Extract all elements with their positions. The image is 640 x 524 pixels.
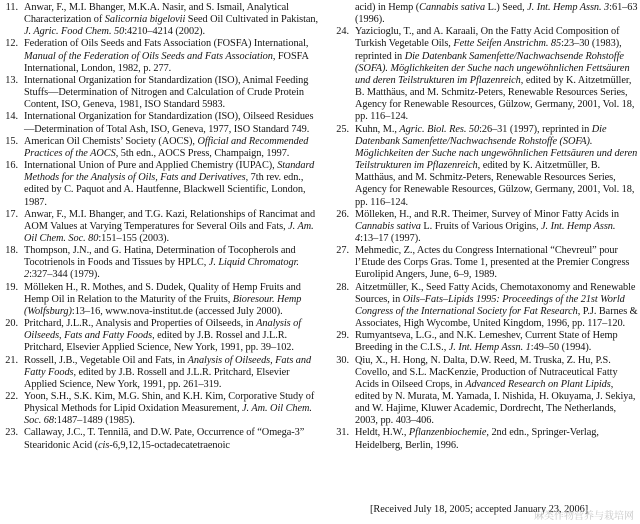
reference-number: 23. <box>5 427 18 439</box>
reference-number: 24. <box>336 26 349 38</box>
reference-italic-segment: Official and Recommended Practices of the AOCS <box>24 135 309 159</box>
reference-segment: :13–17 (1997). <box>360 232 421 244</box>
reference-number: 20. <box>5 318 18 330</box>
reference-segment: :4210–4214 (2002). <box>124 26 206 38</box>
reference-number: 31. <box>336 427 349 439</box>
reference-segment: , edited by J.B. Rossell and J.L.R. Pritchard, Elsevier Applied Science, New York, 1991, pp. 261–319. <box>24 366 290 390</box>
reference-item <box>331 330 638 354</box>
reference-item <box>331 282 638 331</box>
reference-segment: , 7th rev. edn., edited by C. Paquot and A. Hautfenne, Blackwell Scientific, London, 1987. <box>24 172 306 208</box>
reference-segment: American Oil Chemists’ Society (AOCS), <box>24 135 198 147</box>
reference-number: 26. <box>336 208 349 220</box>
reference-italic-segment: Advanced Research on Plant Lipids <box>465 378 611 390</box>
reference-italic-segment: Analysis of Oilseeds, Fats and Fatty Foods <box>24 354 312 378</box>
reference-segment: :49–50 (1994). <box>530 342 592 354</box>
reference-number: 22. <box>5 391 18 402</box>
references-column-left <box>0 2 320 452</box>
reference-number: 13. <box>5 74 18 86</box>
reference-italic-segment: J. Int. Hemp Assn. 3 <box>527 2 610 13</box>
reference-segment: Federation of Oils Seeds and Fats Association (FOSFA) International, <box>24 38 309 50</box>
reference-segment: Mölleken, H., and R.R. Theimer, Survey of Minor Fatty Acids in <box>355 208 619 220</box>
reference-italic-segment: cis <box>98 439 110 451</box>
reference-segment: Aitzetmüller, K., Seed Fatty Acids, Chemotaxonomy and Renewable Sources, in <box>355 281 636 305</box>
reference-item <box>0 111 320 135</box>
reference-text <box>355 282 638 331</box>
reference-item <box>0 2 320 38</box>
reference-segment: :151–155 (2003). <box>98 232 170 244</box>
reference-segment: Pritchard, J.L.R., Analysis and Properties of Oilseeds, in <box>24 318 257 330</box>
reference-segment: :327–344 (1979). <box>29 269 100 281</box>
reference-segment: Mölleken H., R. Mothes, and S. Dudek, Quality of Hemp Fruits and Hemp Oil in Relation to the Maturity of the Fruits, <box>24 281 301 305</box>
reference-segment: Callaway, J.C., T. Tennilä, and D.W. Pate, Occurrence of “Omega-3” Stearidonic Acid ( <box>24 427 305 451</box>
reference-item <box>0 391 320 427</box>
reference-segment: , 2nd edn., Springer-Verlag, Heidelberg, Berlin, 1996. <box>355 427 599 451</box>
reference-item <box>0 75 320 111</box>
reference-italic-segment: Cannabis sativa <box>419 2 486 13</box>
reference-text <box>24 111 320 135</box>
reference-text <box>24 160 320 209</box>
reference-text <box>24 75 320 111</box>
reference-italic-segment: J. Agric. Food Chem. 50 <box>24 26 125 38</box>
reference-text <box>355 209 638 245</box>
reference-italic-segment: J. Liquid Chromatogr. 2 <box>24 257 299 281</box>
reference-text <box>24 282 320 318</box>
reference-segment: , 5th edn., AOCS Press, Champaign, 1997. <box>115 147 290 159</box>
received-date-note: [Received July 18, 2005; accepted January 23, 2006] <box>370 504 589 515</box>
reference-segment: Heldt, H.W., <box>355 427 409 439</box>
reference-italic-segment: Oils–Fats–Lipids 1995: Proceedings of the 21st World Congress of the International Society for Fat Research <box>355 293 625 317</box>
reference-item <box>0 282 320 318</box>
reference-italic-segment: Salicornia bigelovii <box>104 14 186 26</box>
reference-text <box>24 427 320 451</box>
reference-segment: Mehmedic, Z., Actes du Congress International “Chevreul” pour l’Etude des Corps Gras. Tome 1, presented at the Premier Congress Eurolipid Angers, June, 6–9, 1989. <box>355 245 630 281</box>
reference-item <box>0 136 320 160</box>
reference-segment: , edited by K. Aitzetmüller, B. Matthäus, and M. Schmitz-Peters, Renewable Resources Series, Agency for Renewable Resources, Gülzow, Germany, 2001, Vol. 18, pp. 116–124. <box>355 160 635 208</box>
reference-item <box>0 318 320 354</box>
reference-text <box>355 2 638 26</box>
reference-segment: International Union of Pure and Applied Chemistry (IUPAC), <box>24 160 278 172</box>
reference-item <box>331 245 638 281</box>
watermark-text: 麻类作物营养与栽培网 <box>534 511 634 522</box>
reference-segment: Qiu, X., H. Hong, N. Dalta, D.W. Reed, M. Truska, Z. Hu, P.S. Covello, and S.L. MacKenzie, Production of Nutraceutical Fatty Acids in Oilseed Crops, in <box>355 354 618 390</box>
reference-item <box>331 209 638 245</box>
reference-text <box>355 245 638 281</box>
references-column-right <box>331 2 638 452</box>
reference-segment: Rossell, J.B., Vegetable Oil and Fats, in <box>24 354 188 366</box>
reference-number: 14. <box>5 111 18 123</box>
reference-number: 18. <box>5 245 18 257</box>
reference-segment: , P.J. Barnes & Associates, High Wycombe, United Kingdom, 1996, pp. 117–120. <box>355 305 638 330</box>
reference-number: 19. <box>5 281 18 293</box>
reference-segment: Seed Oil Cultivated in Pakistan, <box>185 14 319 26</box>
reference-segment: -6,9,12,15-octadecatetraenoic <box>109 439 230 451</box>
reference-segment: :23–30 (1983), reprinted in <box>355 38 622 62</box>
reference-segment: , edited by K. Aitzetmüller, B. Matthäus, and M. Schmitz-Peters, Renewable Resources Series, Agency for Renewable Resources, Gülzow, Germany, 2001, Vol. 18, pp. 116–124. <box>355 74 635 123</box>
reference-segment: L. Fruits of Various Origins, <box>420 220 542 232</box>
reference-segment: Yoon, S.H., S.K. Kim, M.G. Shin, and K.H. Kim, Corporative Study of Physical Methods for Lipid Oxidation Measurement, <box>24 391 315 415</box>
reference-number: 28. <box>336 281 349 293</box>
reference-segment: :26–31 (1997), reprinted in <box>479 123 592 135</box>
reference-segment: Anwar, F., M.I. Bhanger, M.K.A. Nasir, and S. Ismail, Analytical Characterization of <box>24 2 289 26</box>
reference-number: 30. <box>336 354 349 366</box>
reference-text <box>24 245 320 281</box>
reference-segment: Rumyantseva, L.G., and N.K. Lemeshev, Current State of Hemp Breeding in the C.I.S., <box>355 330 618 354</box>
reference-segment: International Organization for Standardization (ISO), Oilseed Residues—Determination of Total Ash, ISO, Geneva, 1977, ISO Standard 749. <box>24 111 314 135</box>
reference-text <box>24 355 320 391</box>
reference-segment: Thompson, J.N., and G. Hatina, Determination of Tocopherols and Tocotrienols in Foods and Tissues by HPLC, <box>24 245 296 269</box>
reference-number: 16. <box>5 160 18 172</box>
reference-number: 15. <box>5 135 18 147</box>
reference-italic-segment: Fette Seifen Anstrichm. 85 <box>453 38 562 50</box>
reference-segment: :1487–1489 (1985). <box>53 415 135 427</box>
reference-italic-segment: J. Am. Oil Chem. Soc. 80 <box>24 220 314 244</box>
reference-text <box>355 26 638 123</box>
reference-italic-segment: Cannabis sativa <box>355 220 421 232</box>
reference-segment: , edited by J.B. Rossel and J.L.R. Pritchard, Elsevier Applied Science, New York, 1991, pp. 39–102. <box>24 330 294 354</box>
reference-item <box>331 427 638 451</box>
reference-item <box>331 124 638 209</box>
reference-number: 17. <box>5 208 18 220</box>
reference-segment: International Organization for Standardization (ISO), Animal Feeding Stuffs—Determination of Nitrogen and Calculation of Crude Protein Content, ISO, Geneva, 1981, ISO Standard 5983. <box>24 74 309 111</box>
reference-italic-segment: J. Int. Hemp Assn. 4 <box>355 220 616 244</box>
reference-number: 11. <box>5 2 18 13</box>
reference-number: 25. <box>336 123 349 135</box>
reference-item <box>0 38 320 74</box>
reference-segment: , edited by N. Murata, M. Yamada, I. Nishida, H. Okuyama, J. Sekiya, and W. Hajime, Kluwer Academic, Dordrecht, The Netherlands, 2003, pp. 403–406. <box>355 378 636 427</box>
reference-segment: :13–16, www.nova-institut.de (accessed July 2000). <box>71 305 283 317</box>
reference-italic-segment: Standard Methods for the Analysis of Oils, Fats and Derivatives <box>24 160 315 184</box>
reference-italic-segment: Die Datenbank Samenfette/Nachwachsende Rohstoffe (SOFA). Möglichkeiten der Suche nach ungewöhnlichen Fettsäuren und deren Teilstrukturen im Pflazenreich <box>355 50 630 86</box>
reference-segment: Anwar, F., M.I. Bhanger, and T.G. Kazi, Relationships of Rancimat and AOM Values at Varying Temperatures for Several Oils and Fats, <box>24 208 316 232</box>
reference-italic-segment: Agric. Biol. Res. 50 <box>399 123 480 135</box>
reference-segment: :61–63 (1996). <box>355 2 638 26</box>
reference-text <box>24 209 320 245</box>
reference-segment: L.) Seed, <box>485 2 528 13</box>
reference-number: 27. <box>336 245 349 257</box>
reference-item <box>0 160 320 209</box>
reference-item <box>331 2 638 26</box>
reference-item <box>331 355 638 428</box>
reference-number: 21. <box>5 354 18 366</box>
reference-item <box>331 26 638 123</box>
reference-item <box>0 209 320 245</box>
reference-italic-segment: J. Int. Hemp Assn. 1 <box>448 342 531 354</box>
reference-number <box>331 2 355 26</box>
reference-italic-segment: Die Datenbank Samenfette/Nachwachsende Rohstoffe (SOFA). Möglichkeiten der Suche nach ungewöhnlichen Fettsäuren und deren Teilstrukturen im Pflazenreich <box>355 123 638 172</box>
reference-text <box>355 427 638 451</box>
reference-number: 29. <box>336 330 349 342</box>
reference-segment: Yazicioglu, T., and A. Karaali, On the Fatty Acid Composition of Turkish Vegetable Oils, <box>355 26 620 50</box>
reference-text <box>355 124 638 209</box>
reference-italic-segment: Manual of the Federation of Oils Seeds and Fats Association <box>24 50 273 62</box>
reference-italic-segment: Pflanzenbiochemie <box>408 427 487 439</box>
reference-text <box>355 355 638 428</box>
reference-number: 12. <box>5 38 18 50</box>
reference-text <box>24 38 320 74</box>
reference-italic-segment: Bioresour. Hemp (Wolfsburg) <box>24 293 302 317</box>
reference-text <box>24 318 320 354</box>
reference-item <box>0 427 320 451</box>
reference-text <box>355 330 638 354</box>
reference-segment: , FOSFA International, London, 1982, p. 277. <box>24 50 309 74</box>
reference-text <box>24 391 320 427</box>
reference-segment: acid) in Hemp ( <box>355 2 420 13</box>
reference-segment: Kuhn, M., <box>355 123 400 135</box>
reference-italic-segment: J. Am. Oil Chem. Soc. 68 <box>24 403 312 427</box>
reference-text <box>24 2 320 38</box>
reference-item <box>0 245 320 281</box>
reference-item <box>0 355 320 391</box>
reference-text <box>24 136 320 160</box>
reference-italic-segment: Analysis of Oilseeds, Fats and Fatty Foods <box>24 318 302 342</box>
